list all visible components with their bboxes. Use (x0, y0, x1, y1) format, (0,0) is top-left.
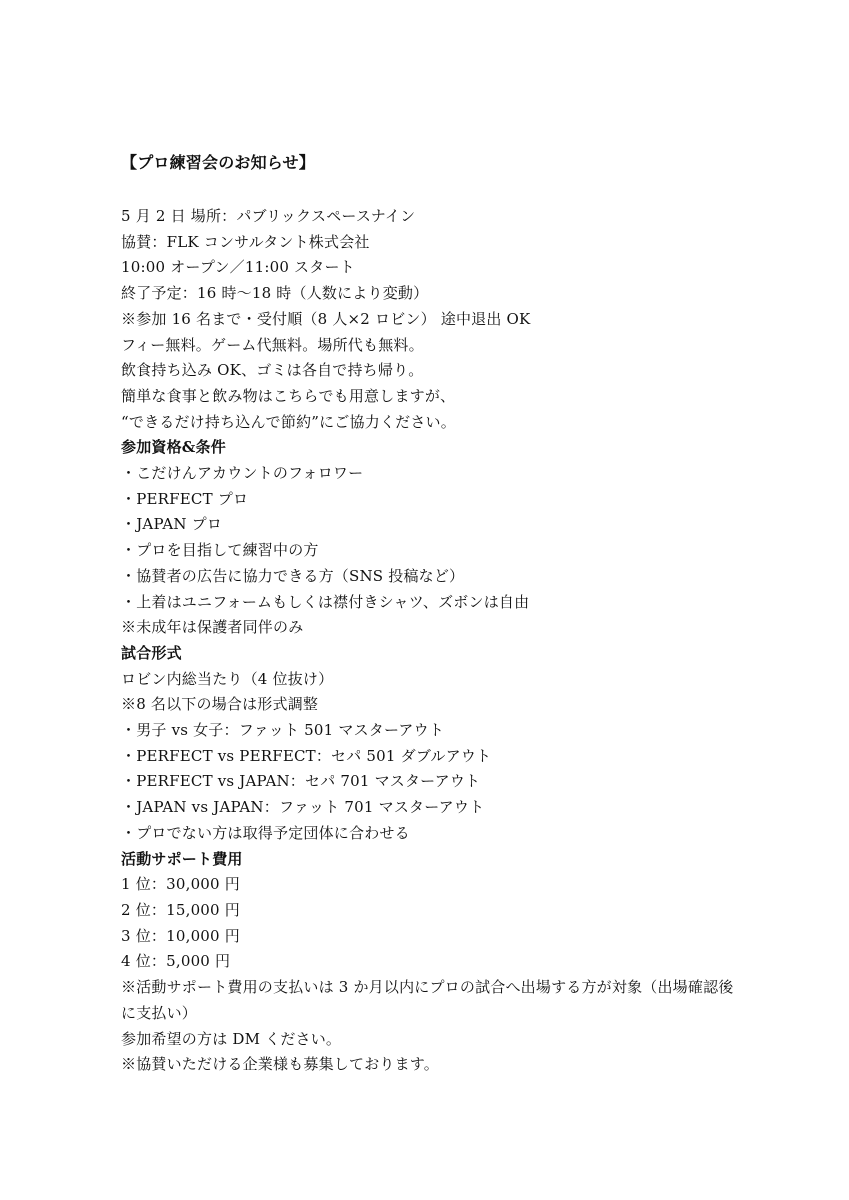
support-fee-note-continued: に支払い） (121, 1003, 198, 1022)
support-fee-note: ※活動サポート費用の支払いは 3 か月以内にプロの試合へ出場する方が対象（出場確認後 (121, 978, 734, 997)
eligibility-item: ・PERFECT プロ (121, 489, 249, 508)
fee-line: フィー無料。ゲーム代無料。場所代も無料。 (121, 335, 424, 354)
food-line: 飲食持ち込み OK、ゴミは各自で持ち帰り。 (121, 361, 424, 380)
section-heading-support-fee: 活動サポート費用 (121, 849, 243, 868)
section-heading-eligibility: 参加資格&条件 (121, 438, 226, 457)
meal-note-line: 簡単な食事と飲み物はこちらでも用意しますが、 (121, 386, 456, 405)
prize-item: 3 位：10,000 円 (121, 926, 240, 945)
eligibility-item: ・上着はユニフォームもしくは襟付きシャツ、ズボンは自由 (121, 592, 530, 611)
eligibility-item: ・こだけんアカウントのフォロワー (121, 464, 364, 483)
format-item: ・JAPAN vs JAPAN：ファット 701 マスターアウト (121, 798, 485, 817)
capacity-note: ※参加 16 名まで・受付順（8 人×2 ロビン） 途中退出 OK (121, 309, 531, 328)
format-note: ※8 名以下の場合は形式調整 (121, 695, 319, 714)
sponsor-line: 協賛：FLK コンサルタント株式会社 (121, 232, 370, 251)
format-item: ・PERFECT vs PERFECT：セパ 501 ダブルアウト (121, 746, 492, 765)
schedule-line: 10:00 オープン／11:00 スタート (121, 258, 355, 277)
prize-item: 4 位：5,000 円 (121, 952, 231, 971)
document-title: 【プロ練習会のお知らせ】 (121, 153, 315, 172)
eligibility-item: ・協賛者の広告に協力できる方（SNS 投稿など） (121, 566, 465, 585)
contact-line: 参加希望の方は DM ください。 (121, 1029, 342, 1048)
sponsor-recruit-note: ※協賛いただける企業様も募集しております。 (121, 1055, 440, 1074)
format-item: ・プロでない方は取得予定団体に合わせる (121, 823, 410, 842)
eligibility-item: ・プロを目指して練習中の方 (121, 541, 319, 560)
prize-item: 2 位：15,000 円 (121, 900, 240, 919)
minor-note: ※未成年は保護者同伴のみ (121, 618, 304, 637)
eligibility-item: ・JAPAN プロ (121, 515, 223, 534)
format-item: ・男子 vs 女子：ファット 501 マスターアウト (121, 721, 445, 740)
format-item: ・PERFECT vs JAPAN：セパ 701 マスターアウト (121, 772, 481, 791)
prize-item: 1 位：30,000 円 (121, 875, 240, 894)
cooperation-line: “できるだけ持ち込んで節約”にご協力ください。 (121, 412, 456, 431)
document-body (121, 150, 761, 1078)
format-line: ロビン内総当たり（4 位抜け） (121, 669, 334, 688)
section-heading-match-format: 試合形式 (121, 643, 182, 662)
event-date-location: 5 月 2 日 場所：パブリックスペースナイン (121, 207, 416, 225)
end-time-line: 終了予定：16 時〜18 時（人数により変動） (121, 284, 429, 303)
